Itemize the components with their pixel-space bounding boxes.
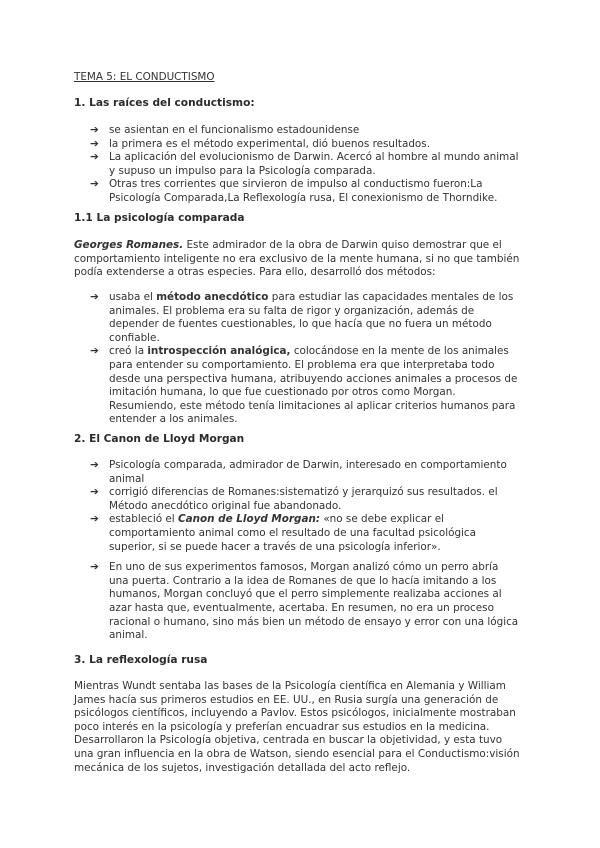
arrow-bullet-icon: ➔ <box>90 513 99 526</box>
arrow-bullet-icon: ➔ <box>90 459 99 471</box>
section-2-list <box>90 459 520 643</box>
list-item: ➔ estableció el Canon de Lloyd Morgan: «no se debe explicar el comportamiento animal como el resultado de una facultad psicológica superior, si se puede hacer a través de una psicología inferior». <box>90 513 477 553</box>
document-title: TEMA 5: EL CONDUCTISMO <box>74 71 215 83</box>
list-item: ➔ la primera es el método experimental, dió buenos resultados. <box>90 137 431 150</box>
romanes-name: Georges Romanes. <box>74 239 184 251</box>
list-item: ➔ se asientan en el funcionalismo estadounidense <box>90 124 360 136</box>
list-item: ➔ creó la introspección analógica, colocándose en la mente de los animales para entender su comportamiento. El problema era que interpretaba todo desde una perspectiva humana, atribuyendo acciones animales a procesos de imitación humana, lo que fue cuestionado por otros como Morgan. Resumiendo, este método tenía limitaciones al aplicar criterios humanos para entender a los animales. <box>90 345 518 426</box>
section-3-heading: 3. La reflexología rusa <box>74 654 208 666</box>
arrow-bullet-icon: ➔ <box>90 345 99 358</box>
section-1-heading: 1. Las raíces del conductismo: <box>74 97 255 109</box>
arrow-bullet-icon: ➔ <box>90 291 99 303</box>
section-2-heading: 2. El Canon de Lloyd Morgan <box>74 433 245 445</box>
list-item: ➔ corrigió diferencias de Romanes:sistematizó y jerarquizó sus resultados. el Método anecdótico original fue abandonado. <box>90 486 498 512</box>
list-item: ➔ Psicología comparada, admirador de Darwin, interesado en comportamiento animal <box>90 459 507 485</box>
list-item: ➔ En uno de sus experimentos famosos, Morgan analizó cómo un perro abría una puerta. Contrario a la idea de Romanes de que lo hacía imitando a los humanos, Morgan concluyó que el perro simplemente realizaba acciones al azar hasta que, eventualmente, acertaba. En resumen, no era un proceso racional o humano, sino más bien un método de ensayo y error con una lógica animal. <box>90 561 519 642</box>
arrow-bullet-icon: ➔ <box>90 124 99 136</box>
section-3-paragraph: Mientras Wundt sentaba las bases de la Psicología científica en Alemania y William James hacía sus primeros estudios en EE. UU., en Rusia surgía una generación de psicólogos científicos, incluyendo a Pavlov. Estos psicólogos, inicialmente mostraban poco interés en la psicología y preferían encuadrar sus estudios en la medicina. Desarrollaron la Psicología objetiva, centrada en buscar la objetividad, y esta tuvo una gran influencia en la obra de Watson, siendo esencial para el Conductismo:visión mecánica de los sujetos, investigación detallada del acto reflejo. <box>74 680 520 774</box>
romanes-paragraph: Georges Romanes. Este admirador de la obra de Darwin quiso demostrar que el comportamiento inteligente no era exclusivo de la mente humana, si no que también podía extenderse a otras especies. Para ello, desarrolló dos métodos: <box>74 239 520 279</box>
arrow-bullet-icon: ➔ <box>90 151 99 164</box>
section-1-1-list <box>90 291 520 427</box>
list-item: ➔ Otras tres corrientes que sirvieron de impulso al conductismo fueron:La Psicología Comparada,La Reflexología rusa, El conexionismo de Thorndike. <box>90 178 498 204</box>
arrow-bullet-icon: ➔ <box>90 561 99 574</box>
list-item: ➔ usaba el método anecdótico para estudiar las capacidades mentales de los animales. El problema era su falta de rigor y organización, además de depender de fuentes cuestionables, lo que hacía que no fuera un método confiable. <box>90 291 514 344</box>
arrow-bullet-icon: ➔ <box>90 178 99 191</box>
list-spacer <box>90 554 520 561</box>
section-1-1-heading: 1.1 La psicología comparada <box>74 212 245 224</box>
arrow-bullet-icon: ➔ <box>90 137 99 150</box>
arrow-bullet-icon: ➔ <box>90 486 99 499</box>
section-1-list <box>90 124 520 206</box>
list-item: ➔ La aplicación del evolucionismo de Darwin. Acercó al hombre al mundo animal y supuso un impulso para la Psicología comparada. <box>90 151 519 177</box>
